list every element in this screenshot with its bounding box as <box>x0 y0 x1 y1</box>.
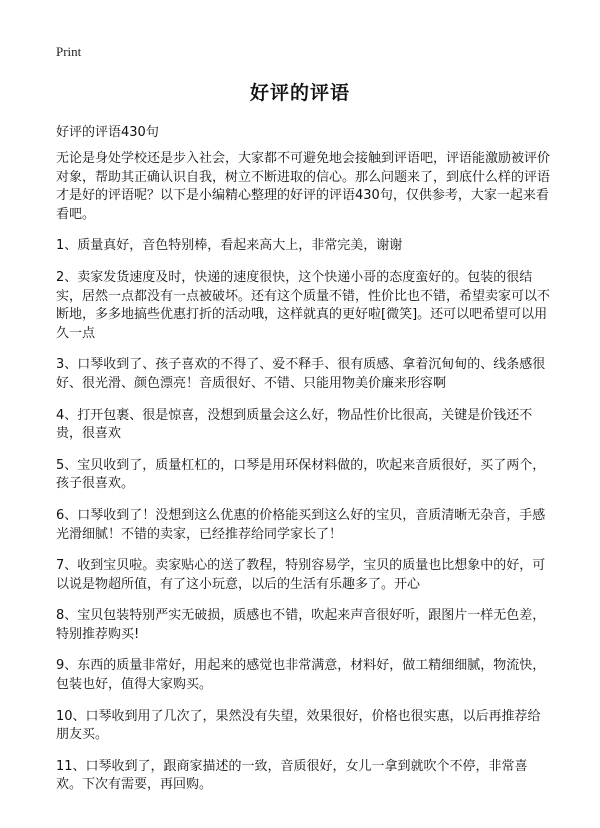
review-item: 6、口琴收到了！没想到这么优惠的价格能买到这么好的宝贝，音质清晰无杂音，手感光滑细腻！不错的卖家，已经推荐给同学家长了！ <box>56 507 546 542</box>
review-item: 3、口琴收到了、孩子喜欢的不得了、爱不释手、很有质感、拿着沉甸甸的、线条感很好、很光滑、颜色漂亮！音质很好、不错、只能用物美价廉来形容啊 <box>56 357 546 391</box>
review-item: 7、收到宝贝啦。卖家贴心的送了教程，特别容易学，宝贝的质量也比想象中的好，可以说是物超所值，有了这小玩意，以后的生活有乐趣多了。开心 <box>56 558 546 592</box>
article-subtitle: 好评的评语430句 <box>56 125 159 140</box>
review-item: 11、口琴收到了，跟商家描述的一致，音质很好，女儿一拿到就吹个不停，非常喜欢。下次有需要，再回购。 <box>56 758 528 793</box>
review-item: 9、东西的质量非常好，用起来的感觉也非常满意，材料好，做工精细细腻，物流快，包装也好，值得大家购买。 <box>56 658 546 693</box>
article-body <box>56 150 552 808</box>
review-item: 5、宝贝收到了，质量杠杠的，口琴是用环保材料做的，吹起来音质很好，买了两个，孩子很喜欢。 <box>56 457 546 492</box>
review-item: 4、打开包裹、很是惊喜，没想到质量会这么好，物品性价比很高，关键是价钱还不贵，很喜欢 <box>56 407 533 442</box>
intro-paragraph: 无论是身处学校还是步入社会，大家都不可避免地会接触到评语吧，评语能激励被评价对象，帮助其正确认识自我，树立不断进取的信心。那么问题来了，到底什么样的评语才是好的评语呢？以下是小编精心整理的好评的评语430句，仅供参考，大家一起来看看吧。 <box>56 151 551 222</box>
review-item: 2、卖家发货速度及时，快递的速度很快，这个快递小哥的态度蛮好的。包装的很结实，居然一点都没有一点被破坏。还有这个质量不错，性价比也不错，希望卖家可以不断地，多多地搞些优惠打折的活动哦，这样就真的更好啦[微笑]。还可以吧希望可以用久一点 <box>56 269 551 341</box>
review-item: 8、宝贝包装特别严实无破损，质感也不错，吹起来声音很好听，跟图片一样无色差，特别推荐购买! <box>56 608 546 642</box>
print-link[interactable]: Print <box>56 44 82 59</box>
review-item: 1、质量真好，音色特别棒，看起来高大上，非常完美，谢谢 <box>56 238 403 254</box>
review-item: 10、口琴收到用了几次了，果然没有失望，效果很好，价格也很实惠，以后再推荐给朋友买。 <box>56 708 541 743</box>
page-title: 好评的评语 <box>249 82 350 104</box>
